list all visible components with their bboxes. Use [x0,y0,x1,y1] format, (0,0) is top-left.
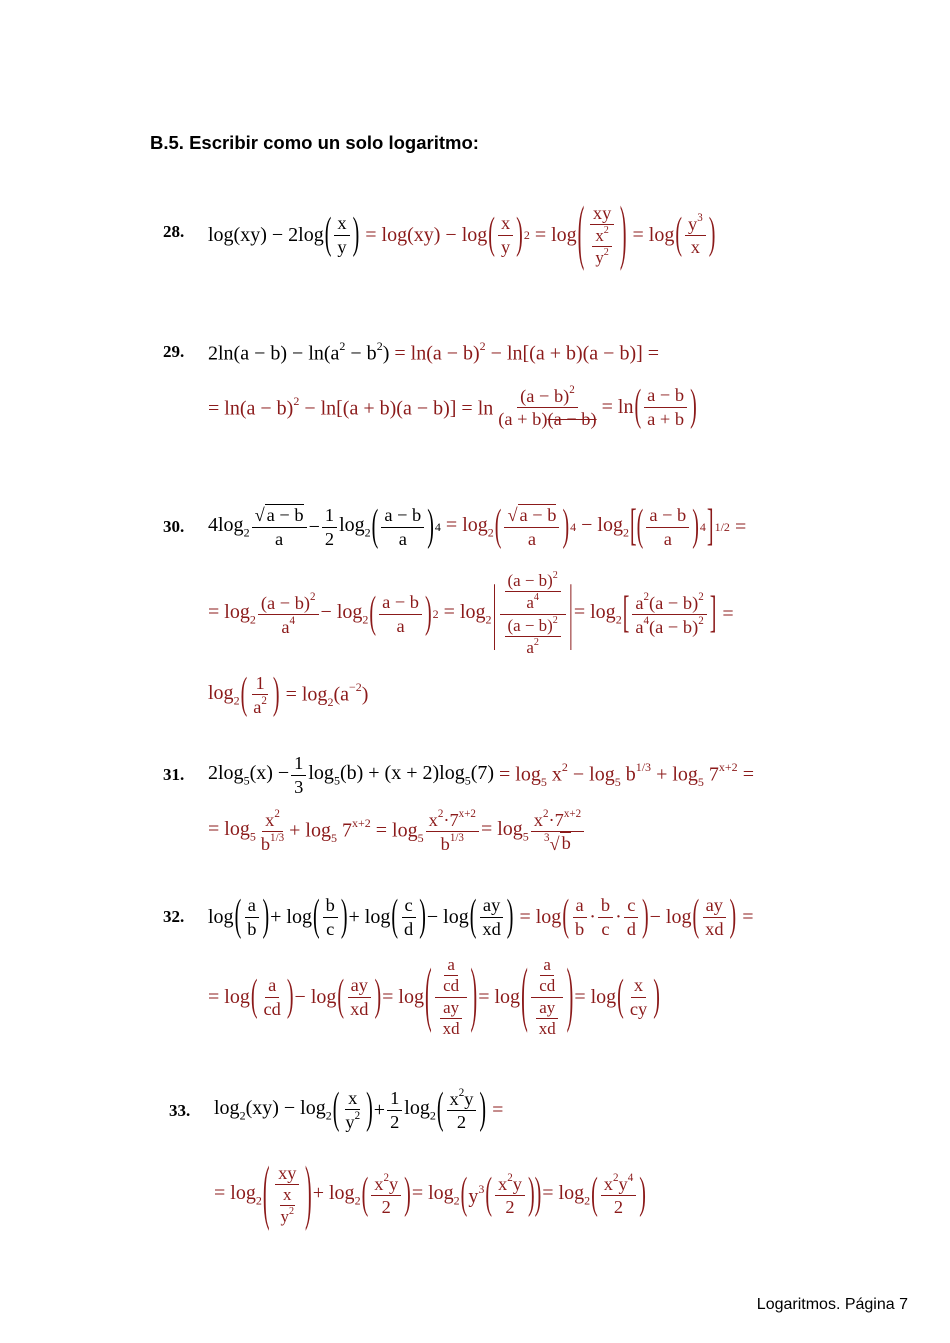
equation-29-line1: $2\ln(a - b) - \ln(a^2 - b^2)$ = $\ln(a - b)^2 - \ln[(a + b)(a - b)]$ = [208,338,660,365]
equation-33-line1: $\log_2(xy) - \log_2$ ( $\frac{x}{y^2}$ ) + $\frac{1}{2}$ $\log_2$ ( $\frac{x^2y}{2}$ ) = [214,1084,504,1134]
equation-33-line2: = $\log_2$ ( $\frac{xy}{\frac{x}{y^2}}$ ) + $\log_2$ ( $\frac{x^2y}{2}$ ) = $\log_2$ ( $y^3$ ( $\frac{x^2y}{2}$ )) = $\log_2$ ( $\frac{x^2y^4}{2}$ ) [214,1153,646,1233]
equation-31-line2: = $\log_5$ $\frac{x^2}{b^{1/3}}$ + $\log_5 7^{x+2} = \log_5$ $\frac{x^2\cdot 7^{x+2}}{b^{1/3}}$ = $\log_5$ $\frac{x^2\cdot 7^{x+2}}{^3√ b}$ [208,800,586,862]
equation-31-line1: $2\log_5(x)$ − $\frac{1}{3}$ $\log_5(b) + (x + 2)\log_5(7)$ = $\log_5 x^2 - \log_5 b^{1/3} + \log_5 7^{x+2}$ = [208,753,754,797]
equation-28: log(xy) − 2log ( $\frac{x}{y}$ ) = log(xy) − log ( $\frac{x}{y}$ ) 2 = log ( $\frac{xy}{\frac{x^2}{y^2}}$ ) = log ( $\frac{y^3}{x}$ ) [208,193,716,273]
equation-29-line2: = $\ln(a - b)^2 - \ln[(a + b)(a - b)] = \ln$ $\frac{(a - b)^2}{(a + b)(a - b)}$ = ln ( $\frac{a - b}{a + b}$ ) [208,381,697,431]
equation-30-line3: $\log_2$ ( $\frac{1}{a^2}$ ) = $\log_2(a^{-2})$ [208,669,369,719]
equation-30-line2: = $\log_2$ $\frac{(a - b)^2}{a^4}$ − $\log_2$ ( $\frac{a - b}{a}$ ) 2 = $\log_2$ | $\frac{\frac{(a - b)^2}{a^4}}{\frac{(a - b)^2}{a^2}}$ | = $\log_2$ [ $\frac{a^2(a - b)^2}{a^4(a - b)^2}$ ] = [208,569,734,658]
problem-number: 30. [163,517,185,536]
equation-32-line1: log ( $\frac{a}{b}$ ) + log ( $\frac{b}{c}$ ) + log ( $\frac{c}{d}$ ) − log ( $\frac{ay}{xd}$ ) = log ( $\frac{a}{b}$ · $\frac{b}{c}$ · $\frac{c}{d}$ ) − log ( $\frac{ay}{xd}$ ) = [208,891,754,941]
problem-number: 31. [163,765,185,784]
problem-number: 33. [169,1101,191,1120]
problem-number: 29. [163,342,185,361]
problem-number: 28. [163,222,185,241]
equation-32-line2: = log ( $\frac{a}{cd}$ ) − log ( $\frac{ay}{xd}$ ) = log ( $\frac{\frac{a}{cd}}{\frac{ay}{xd}}$ ) = log ( $\frac{\frac{a}{cd}}{\frac{ay}{xd}}$ ) = log ( $\frac{x}{cy}$ ) [208,954,660,1038]
equation-30-line1: $4\log_2$ $\frac{√ a - b}{a}$ − $\frac{1}{2}$ $\log_2$ ( $\frac{a - b}{a}$ ) 4 = $\log_2$ ( $\frac{√ a - b}{a}$ ) 4 − $\log_2$ [( $\frac{a - b}{a}$ ) 4 ] 1/2 = [208,501,747,551]
problem-number: 32. [163,907,185,926]
section-title: B.5. Escribir como un solo logaritmo: [150,132,479,153]
page-footer: Logaritmos. Página 7 [756,1296,908,1313]
